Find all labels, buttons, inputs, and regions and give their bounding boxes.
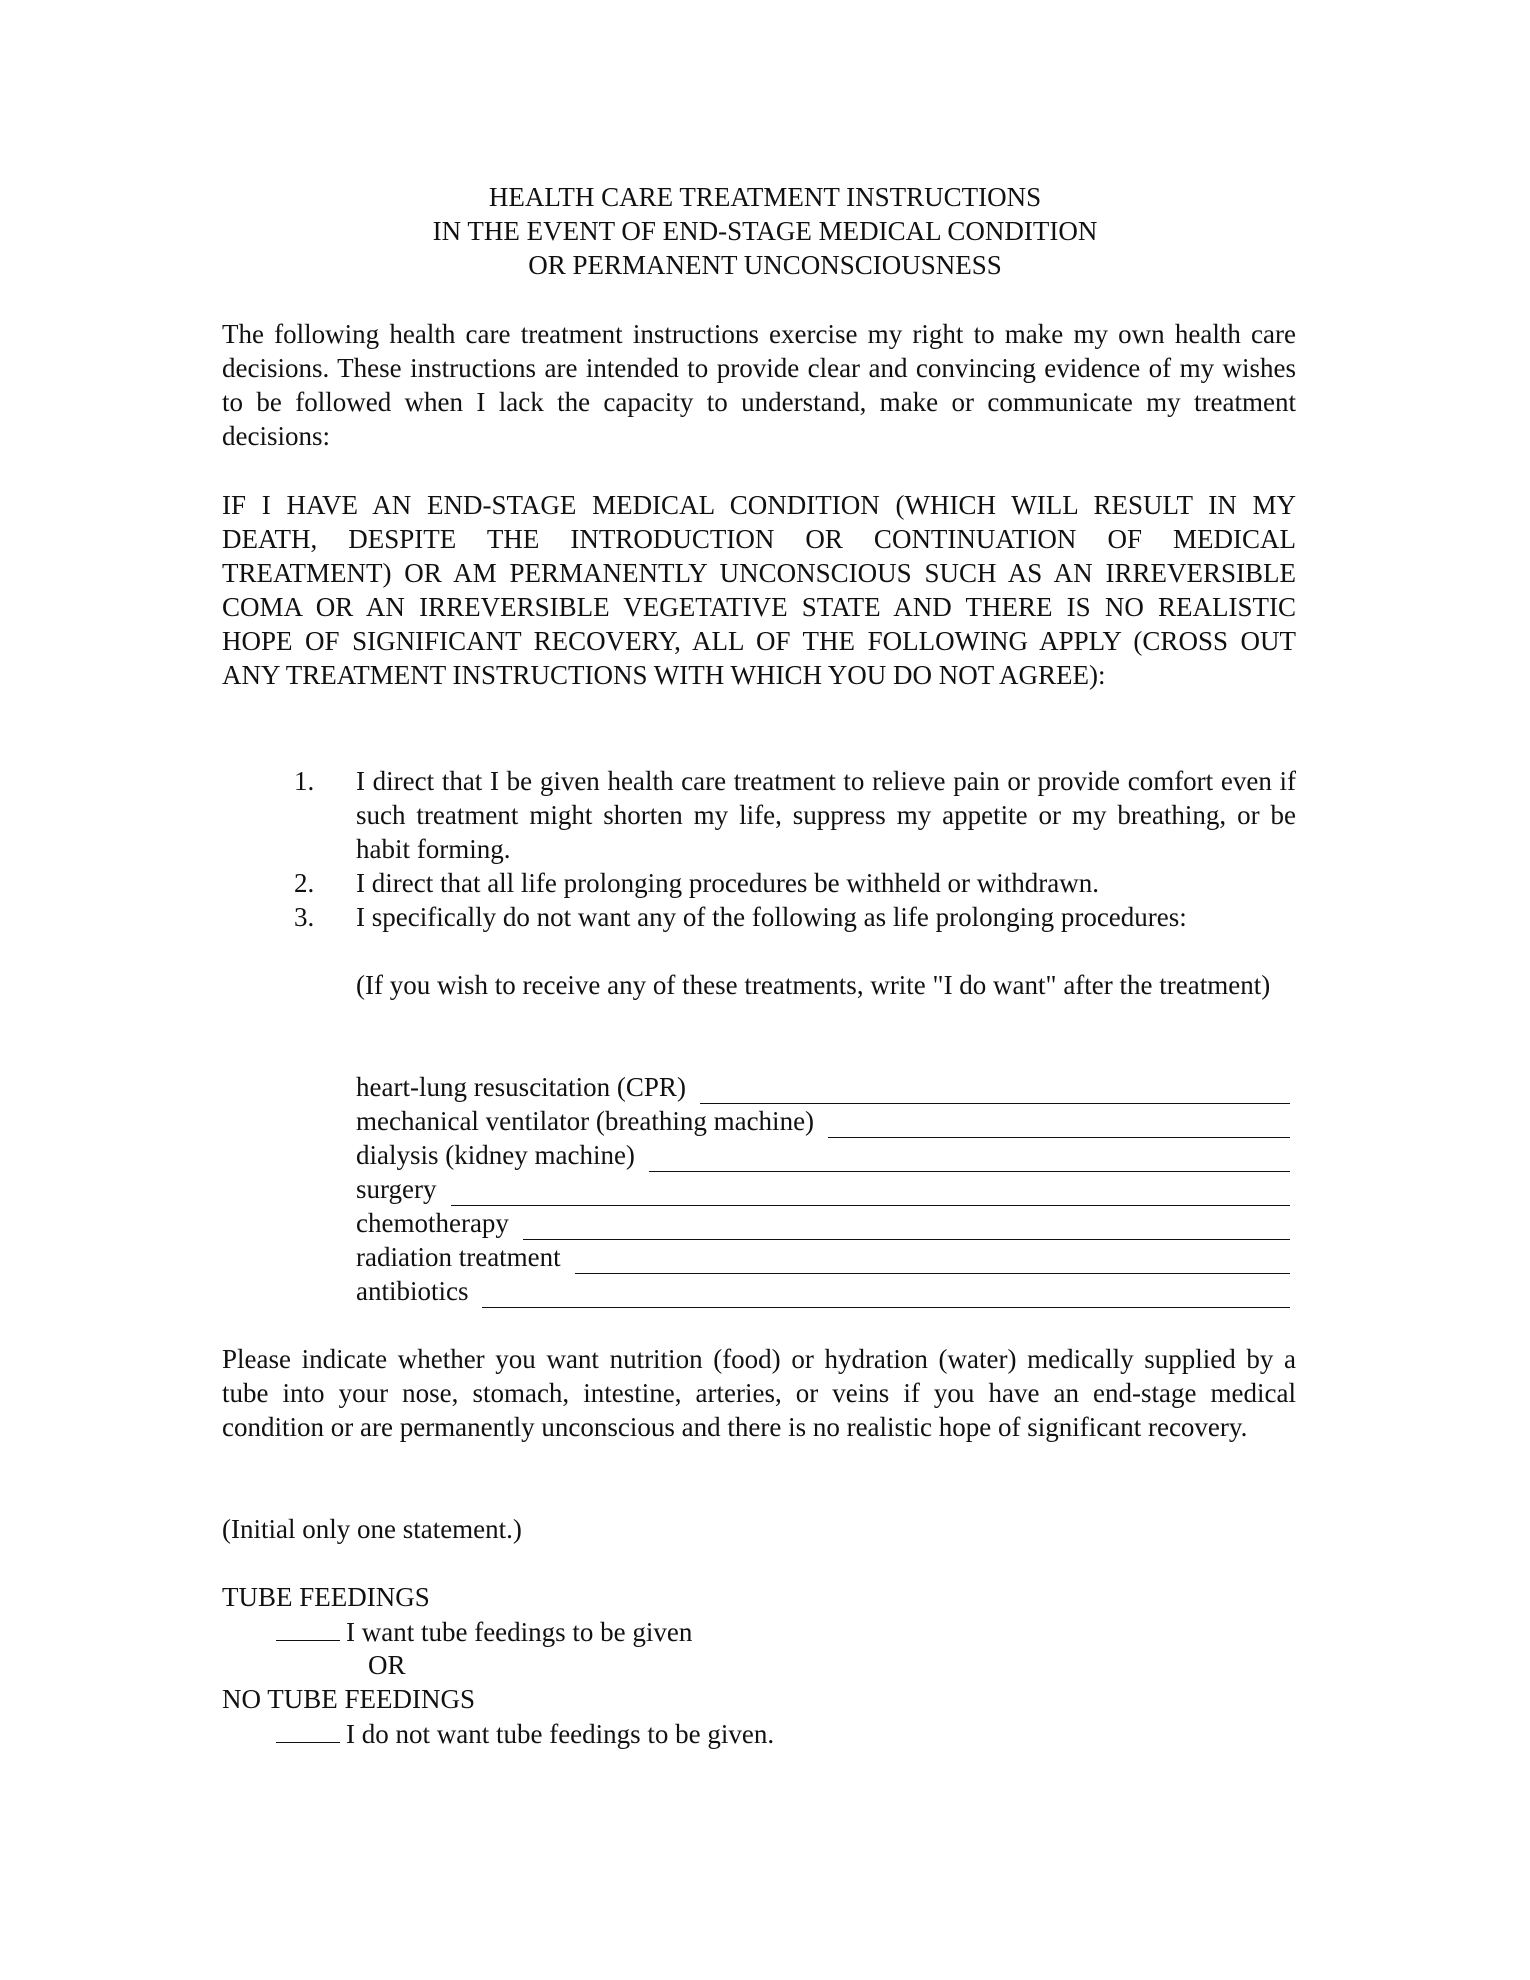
treatments-note: (If you wish to receive any of these treatments, write "I do want" after the treatment) — [356, 970, 1271, 1000]
treatment-row-radiation — [356, 1240, 1294, 1274]
item-2-text: I direct that all life prolonging procedures be withheld or withdrawn. — [356, 868, 1100, 898]
item-2-number: 2. — [294, 868, 315, 898]
treatment-row-antibiotics — [356, 1274, 1294, 1308]
initial-blank-no-tube-feedings[interactable] — [276, 1716, 340, 1743]
treatment-label: surgery — [356, 1174, 437, 1204]
document-title — [0, 180, 1530, 282]
treatment-row-chemotherapy — [356, 1206, 1294, 1240]
treatment-answer-line[interactable] — [700, 1077, 1290, 1104]
item-1-text: I direct that I be given health care treatment to relieve pain or provide comfort even if such treatment might shorten my life, suppress my appetite or my breathing, or be habit forming. — [356, 766, 1296, 864]
no-tube-feedings-statement: I do not want tube feedings to be given. — [346, 1719, 775, 1749]
item-1-number: 1. — [294, 766, 315, 796]
treatment-row-ventilator — [356, 1104, 1294, 1138]
treatment-label: heart-lung resuscitation (CPR) — [356, 1072, 686, 1102]
treatment-label: antibiotics — [356, 1276, 469, 1306]
treatment-answer-line[interactable] — [482, 1281, 1290, 1308]
treatment-answer-line[interactable] — [828, 1111, 1290, 1138]
treatment-answer-line[interactable] — [649, 1145, 1290, 1172]
initial-note: (Initial only one statement.) — [222, 1514, 522, 1544]
treatment-label: dialysis (kidney machine) — [356, 1140, 635, 1170]
treatment-label: radiation treatment — [356, 1242, 561, 1272]
treatment-row-cpr — [356, 1070, 1294, 1104]
treatment-row-dialysis — [356, 1138, 1294, 1172]
item-3-number: 3. — [294, 902, 315, 932]
tube-feedings-option — [276, 1614, 692, 1649]
nutrition-paragraph: Please indicate whether you want nutrition (food) or hydration (water) medically supplied by a tube into your nose, stomach, intestine, arteries, or veins if you have an end-stage medical condition or are permanently unconscious and there is no realistic hope of significant recovery. — [222, 1344, 1296, 1442]
treatment-label: chemotherapy — [356, 1208, 509, 1238]
tube-feedings-heading: TUBE FEEDINGS — [222, 1582, 430, 1612]
no-tube-feedings-option — [276, 1716, 774, 1751]
no-tube-feedings-heading: NO TUBE FEEDINGS — [222, 1684, 476, 1714]
intro-paragraph: The following health care treatment instructions exercise my right to make my own health care decisions. These instructions are intended to provide clear and convincing evidence of my wishes to be followed when I lack the capacity to understand, make or communicate my treatment decisions: — [222, 319, 1296, 451]
condition-statement: IF I HAVE AN END-STAGE MEDICAL CONDITION (WHICH WILL RESULT IN MY DEATH, DESPITE THE INTRODUCTION OR CONTINUATION OF MEDICAL TREATMENT) OR AM PERMANENTLY UNCONSCIOUS SUCH AS AN IRREVERSIBLE COMA OR AN IRREVERSIBLE VEGETATIVE STATE AND THERE IS NO REALISTIC HOPE OF SIGNIFICANT RECOVERY, ALL OF THE FOLLOWING APPLY (CROSS OUT ANY TREATMENT INSTRUCTIONS WITH WHICH YOU DO NOT AGREE): — [222, 490, 1296, 690]
initial-blank-tube-feedings[interactable] — [276, 1614, 340, 1641]
title-line-3: OR PERMANENT UNCONSCIOUSNESS — [528, 250, 1002, 280]
treatment-row-surgery — [356, 1172, 1294, 1206]
title-line-2: IN THE EVENT OF END-STAGE MEDICAL CONDITION — [432, 216, 1098, 246]
or-separator: OR — [368, 1650, 406, 1680]
treatment-answer-line[interactable] — [523, 1213, 1290, 1240]
treatment-label: mechanical ventilator (breathing machine) — [356, 1106, 815, 1136]
tube-feedings-statement: I want tube feedings to be given — [346, 1617, 693, 1647]
treatment-answer-line[interactable] — [451, 1179, 1291, 1206]
item-3-text: I specifically do not want any of the following as life prolonging procedures: — [356, 902, 1187, 932]
title-line-1: HEALTH CARE TREATMENT INSTRUCTIONS — [488, 182, 1042, 212]
treatment-answer-line[interactable] — [575, 1247, 1290, 1274]
